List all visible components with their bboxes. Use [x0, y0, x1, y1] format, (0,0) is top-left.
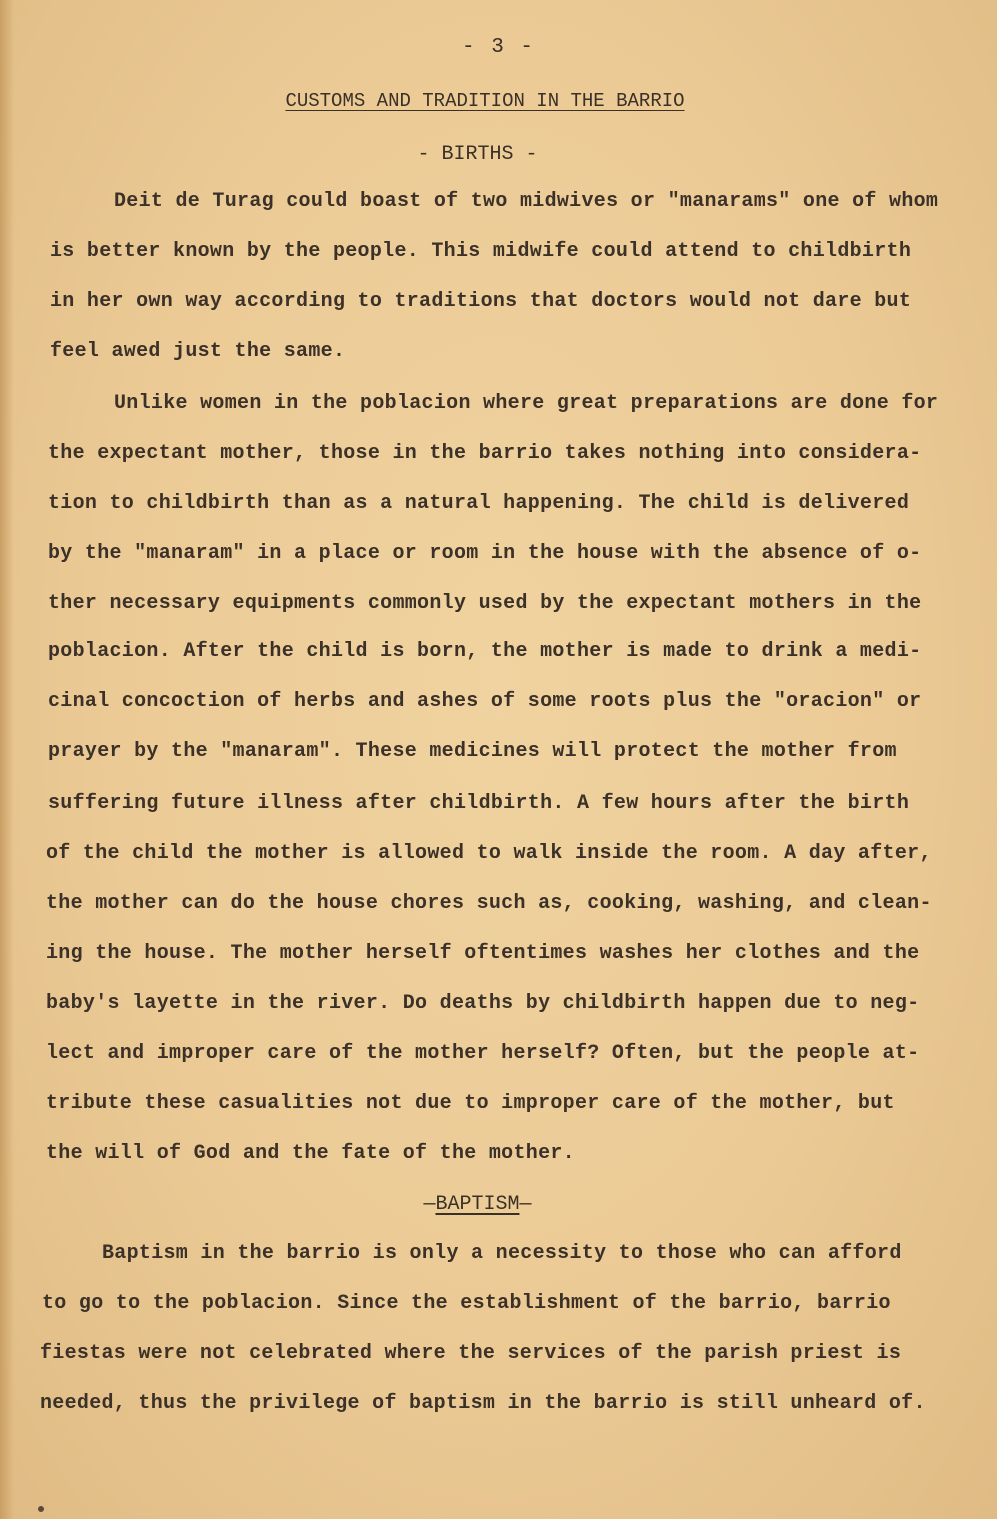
text-line: suffering future illness after childbirth. A few hours after the birth — [48, 792, 910, 815]
text-line: Unlike women in the poblacion where great preparations are done for — [114, 392, 939, 415]
text-line: of the child the mother is allowed to walk inside the room. A day after, — [46, 842, 932, 865]
text-line: prayer by the "manaram". These medicines will protect the mother from — [48, 740, 897, 763]
text-line: to go to the poblacion. Since the establishment of the barrio, barrio — [42, 1292, 891, 1315]
text-line: poblacion. After the child is born, the mother is made to drink a medi- — [48, 640, 922, 663]
text-line: tribute these casualities not due to improper care of the mother, but — [46, 1092, 895, 1115]
document-title: CUSTOMS AND TRADITION IN THE BARRIO — [285, 90, 685, 112]
text-line: in her own way according to traditions that doctors would not dare but — [50, 290, 912, 313]
text-line: lect and improper care of the mother herself? Often, but the people at- — [46, 1042, 920, 1065]
text-line: needed, thus the privilege of baptism in the barrio is still unheard of. — [40, 1392, 926, 1415]
text-line: the expectant mother, those in the barrio takes nothing into considera- — [48, 442, 922, 465]
baptism-heading-prefix: — — [423, 1193, 436, 1216]
baptism-heading-text: BAPTISM — [435, 1193, 520, 1216]
page-number: - 3 - — [461, 36, 535, 59]
ink-dot — [38, 1506, 44, 1512]
text-line: the mother can do the house chores such as, cooking, washing, and clean- — [46, 892, 932, 915]
text-line: Baptism in the barrio is only a necessity to those who can afford — [102, 1242, 902, 1265]
text-line: tion to childbirth than as a natural happening. The child is delivered — [48, 492, 910, 515]
text-line: the will of God and the fate of the mother. — [46, 1142, 575, 1165]
baptism-heading-suffix: — — [519, 1193, 532, 1216]
text-line: baby's layette in the river. Do deaths by childbirth happen due to neg- — [46, 992, 920, 1015]
text-line: ing the house. The mother herself oftentimes washes her clothes and the — [46, 942, 920, 965]
text-line: is better known by the people. This midwife could attend to childbirth — [50, 240, 912, 263]
baptism-heading — [0, 1193, 955, 1216]
text-line: ther necessary equipments commonly used by the expectant mothers in the — [48, 592, 922, 615]
text-line: by the "manaram" in a place or room in the house with the absence of o- — [48, 542, 922, 565]
text-line: Deit de Turag could boast of two midwives or "manarams" one of whom — [114, 190, 939, 213]
births-heading: - BIRTHS - — [417, 143, 538, 166]
page-edge-shadow — [0, 0, 14, 1519]
text-line: feel awed just the same. — [50, 340, 346, 363]
text-line: fiestas were not celebrated where the services of the parish priest is — [40, 1342, 902, 1365]
text-line: cinal concoction of herbs and ashes of some roots plus the "oracion" or — [48, 690, 922, 713]
